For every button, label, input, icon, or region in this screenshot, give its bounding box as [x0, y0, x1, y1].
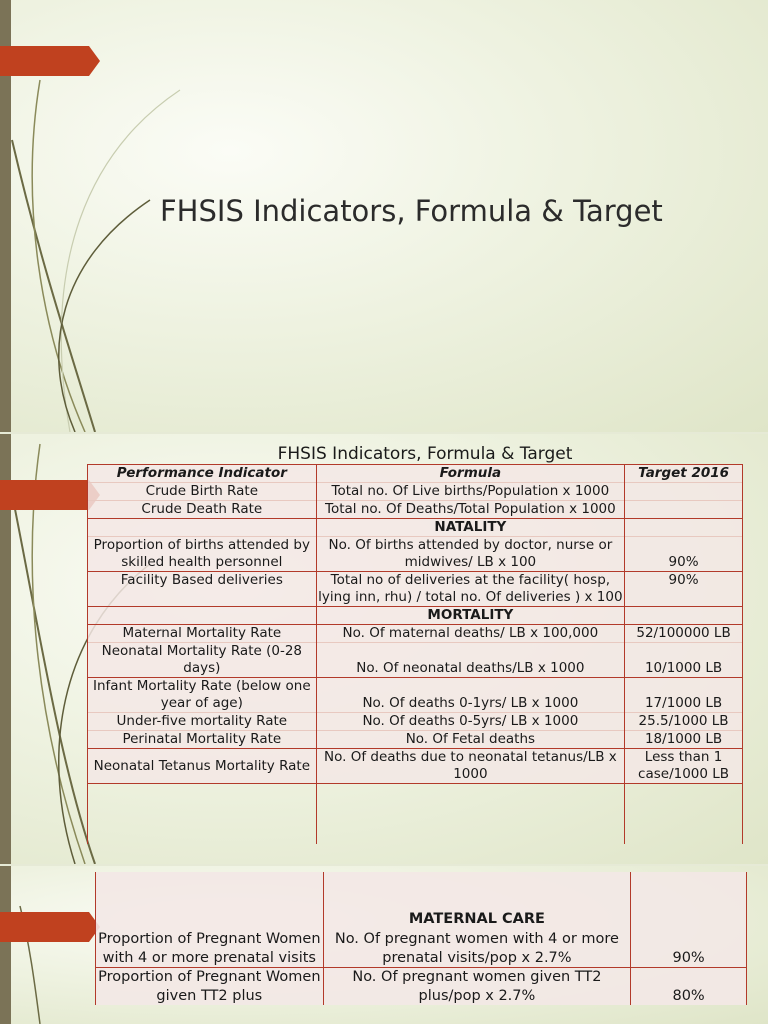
- target-cell: 80%: [631, 968, 747, 1006]
- target-cell: 90%: [625, 537, 743, 572]
- header-formula: Formula: [316, 465, 624, 483]
- target-cell: 90%: [631, 930, 747, 968]
- table-row: [96, 930, 747, 968]
- formula-cell: No. Of neonatal deaths/LB x 1000: [316, 643, 624, 678]
- section-label: NATALITY: [316, 519, 624, 537]
- blank-row: [88, 784, 743, 845]
- formula-cell: No. Of pregnant women given TT2 plus/pop x 2.7%: [323, 968, 631, 1006]
- target-cell: 90%: [625, 572, 743, 607]
- indicator-cell: Perinatal Mortality Rate: [88, 731, 317, 749]
- formula-cell: No. Of deaths due to neonatal tetanus/LB x 1000: [316, 749, 624, 784]
- indicator-cell: Crude Birth Rate: [88, 483, 317, 501]
- target-cell: [625, 501, 743, 519]
- header-target: Target 2016: [625, 465, 743, 483]
- formula-cell: Total no. Of Live births/Population x 1000: [316, 483, 624, 501]
- indicator-cell: Maternal Mortality Rate: [88, 625, 317, 643]
- formula-cell: No. Of Fetal deaths: [316, 731, 624, 749]
- section-label: MORTALITY: [316, 607, 624, 625]
- indicator-cell: Proportion of Pregnant Women given TT2 plus: [96, 968, 324, 1006]
- section-row: [96, 872, 747, 930]
- indicator-cell: Crude Death Rate: [88, 501, 317, 519]
- target-cell: 25.5/1000 LB: [625, 713, 743, 731]
- table-row: [88, 731, 743, 749]
- indicator-cell: Neonatal Tetanus Mortality Rate: [88, 749, 317, 784]
- indicator-cell: Neonatal Mortality Rate (0-28 days): [88, 643, 317, 678]
- indicators-slide: [0, 434, 768, 864]
- table-row: [88, 625, 743, 643]
- accent-arrow: [0, 46, 100, 76]
- indicator-cell: Facility Based deliveries: [88, 572, 317, 607]
- formula-cell: Total no of deliveries at the facility( hosp, lying inn, rhu) / total no. Of deliveries ) x 100: [316, 572, 624, 607]
- table-row: [88, 537, 743, 572]
- target-cell: 17/1000 LB: [625, 678, 743, 713]
- maternal-care-table: [95, 872, 747, 1005]
- formula-cell: Total no. Of Deaths/Total Population x 1000: [316, 501, 624, 519]
- table-row: [96, 968, 747, 1006]
- table-row: [88, 713, 743, 731]
- table-row: [88, 483, 743, 501]
- table-row: [88, 572, 743, 607]
- target-cell: Less than 1 case/1000 LB: [625, 749, 743, 784]
- indicator-cell: Proportion of Pregnant Women with 4 or more prenatal visits: [96, 930, 324, 968]
- formula-cell: No. Of maternal deaths/ LB x 100,000: [316, 625, 624, 643]
- target-cell: 52/100000 LB: [625, 625, 743, 643]
- slide-title: FHSIS Indicators, Formula & Target: [277, 444, 573, 464]
- formula-cell: No. Of deaths 0-5yrs/ LB x 1000: [316, 713, 624, 731]
- slide-title: FHSIS Indicators, Formula & Target: [160, 194, 663, 228]
- indicator-cell: Proportion of births attended by skilled health personnel: [88, 537, 317, 572]
- table-row: [88, 501, 743, 519]
- header-indicator: Performance Indicator: [88, 465, 317, 483]
- section-row: [88, 519, 743, 537]
- section-label: MATERNAL CARE: [323, 872, 631, 930]
- formula-cell: No. Of births attended by doctor, nurse or midwives/ LB x 100: [316, 537, 624, 572]
- table-row: [88, 643, 743, 678]
- formula-cell: No. Of deaths 0-1yrs/ LB x 1000: [316, 678, 624, 713]
- target-cell: [625, 483, 743, 501]
- formula-cell: No. Of pregnant women with 4 or more prenatal visits/pop x 2.7%: [323, 930, 631, 968]
- target-cell: 18/1000 LB: [625, 731, 743, 749]
- target-cell: 10/1000 LB: [625, 643, 743, 678]
- maternal-care-slide: [0, 866, 768, 1024]
- indicator-cell: Infant Mortality Rate (below one year of age): [88, 678, 317, 713]
- table-row: [88, 678, 743, 713]
- accent-arrow: [0, 480, 100, 510]
- indicator-cell: Under-five mortality Rate: [88, 713, 317, 731]
- accent-arrow: [0, 912, 100, 942]
- indicators-table: [87, 464, 743, 844]
- section-row: [88, 607, 743, 625]
- table-row: [88, 749, 743, 784]
- title-slide: [0, 0, 768, 432]
